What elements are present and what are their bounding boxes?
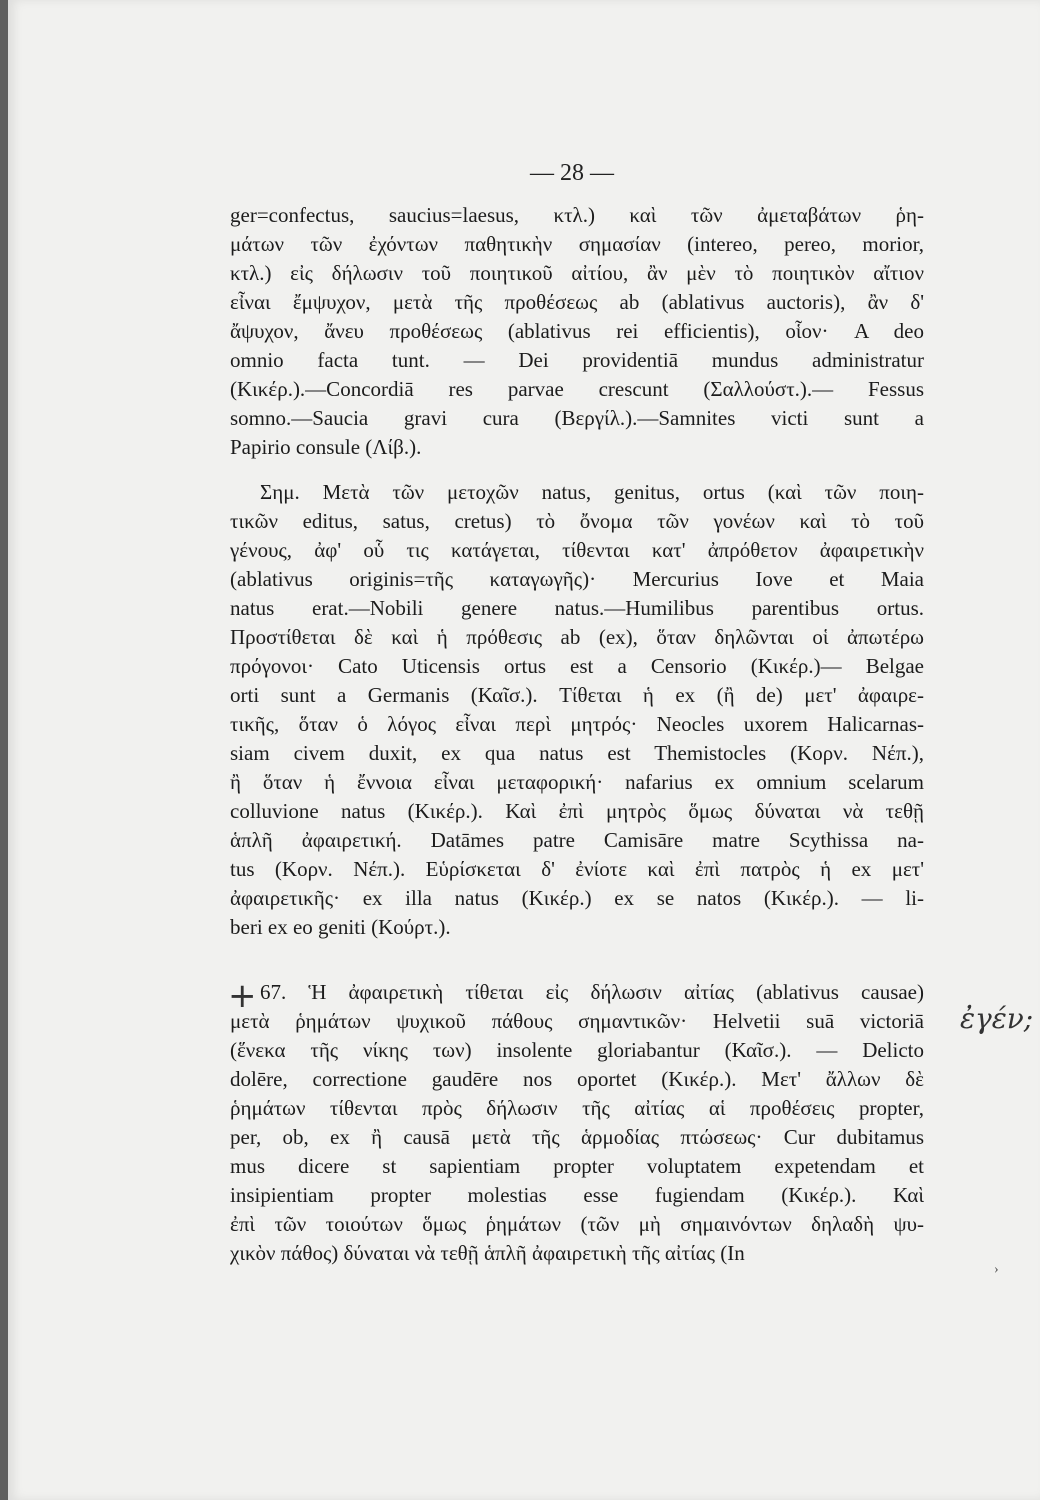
text-line: Προστίθεται δὲ καὶ ἡ πρόθεσις ab (ex), ὅταν δηλῶνται οἱ ἀπωτέρω: [230, 625, 924, 649]
text-line: εἶναι ἔμψυχον, μετὰ τῆς προθέσεως ab (ablativus auctoris), ἂν δ': [230, 290, 924, 314]
text-line: ἀφαιρετικῆς· ex illa natus (Κικέρ.) ex se natos (Κικέρ.). — li-: [230, 886, 924, 910]
text-line: ἁπλῆ ἀφαιρετική. Datāmes patre Camisāre matre Scythissa na-: [230, 828, 924, 852]
scanned-page: [8, 0, 1040, 1500]
margin-tick-mark: ›: [994, 1262, 999, 1277]
text-line: per, ob, ex ἢ causā μετὰ τῆς ἁρμοδίας πτώσεως· Cur dubitamus: [230, 1125, 924, 1149]
text-line: Σημ. Μετὰ τῶν μετοχῶν natus, genitus, ortus (καὶ τῶν ποιη-: [260, 480, 924, 504]
text-line: 67. Ἡ ἀφαιρετικὴ τίθεται εἰς δήλωσιν αἰτίας (ablativus causae): [260, 980, 924, 1004]
text-line: χικὸν πάθος) δύναται νὰ τεθῇ ἁπλῆ ἀφαιρετικὴ τῆς αἰτίας (In: [230, 1241, 745, 1265]
text-line: πρόγονοι· Cato Uticensis ortus est a Censorio (Κικέρ.)— Belgae: [230, 654, 924, 678]
text-line: Papirio consule (Λίβ.).: [230, 435, 422, 459]
text-line: insipientiam propter molestias esse fugiendam (Κικέρ.). Καὶ: [230, 1183, 924, 1207]
text-line: ἐπὶ τῶν τοιούτων ὅμως ῥημάτων (τῶν μὴ σημαινόντων δηλαδὴ ψυ-: [230, 1212, 924, 1236]
margin-cross-mark: +: [228, 976, 257, 1016]
text-line: orti sunt a Germanis (Καῖσ.). Τίθεται ἡ ex (ἢ de) μετ' ἀφαιρε-: [230, 683, 924, 707]
text-line: μετὰ ῥημάτων ψυχικοῦ πάθους σημαντικῶν· Helvetii suā victoriā: [230, 1009, 924, 1033]
text-line: somno.—Saucia gravi cura (Βεργίλ.).—Samnites victi sunt a: [230, 406, 924, 430]
text-line: ger=confectus, saucius=laesus, κτλ.) καὶ τῶν ἀμεταβάτων ῥη-: [230, 203, 924, 227]
text-line: μάτων τῶν ἐχόντων παθητικὴν σημασίαν (intereo, pereo, morior,: [230, 232, 924, 256]
text-line: γένους, ἀφ' οὗ τις κατάγεται, τίθενται κατ' ἀπρόθετον ἀφαιρετικὴν: [230, 538, 924, 562]
text-line: τικῶν editus, satus, cretus) τὸ ὄνομα τῶν γονέων καὶ τὸ τοῦ: [230, 509, 924, 533]
text-line: omnio facta tunt. — Dei providentiā mundus administratur: [230, 348, 924, 372]
text-line: colluvione natus (Κικέρ.). Καὶ ἐπὶ μητρὸς ὅμως δύναται νὰ τεθῇ: [230, 799, 924, 823]
text-line: tus (Κορν. Νέπ.). Εὑρίσκεται δ' ἐνίοτε καὶ ἐπὶ πατρὸς ἡ ex μετ': [230, 857, 924, 881]
page-number: — 28 —: [530, 160, 614, 186]
text-line: natus erat.—Nobili genere natus.—Humilibus parentibus ortus.: [230, 596, 924, 620]
text-line: ῥημάτων τίθενται πρὸς δήλωσιν τῆς αἰτίας αἱ προθέσεις propter,: [230, 1096, 924, 1120]
text-line: (ἕνεκα τῆς νίκης των) insolente gloriabantur (Καῖσ.). — Delicto: [230, 1038, 924, 1062]
text-line: siam civem duxit, ex qua natus est Themistocles (Κορν. Νέπ.),: [230, 741, 924, 765]
text-line: (ablativus originis=τῆς καταγωγῆς)· Mercurius Iove et Maia: [230, 567, 924, 591]
text-line: dolēre, correctione gaudēre nos oportet (Κικέρ.). Μετ' ἄλλων δὲ: [230, 1067, 924, 1091]
text-line: ἢ ὅταν ἡ ἔννοια εἶναι μεταφορική· nafarius ex omnium scelarum: [230, 770, 924, 794]
text-line: (Κικέρ.).—Concordiā res parvae crescunt (Σαλλούστ.).— Fessus: [230, 377, 924, 401]
text-line: beri ex eo geniti (Κούρτ.).: [230, 915, 451, 939]
text-line: ἄψυχον, ἄνευ προθέσεως (ablativus rei efficientis), οἷον· A deo: [230, 319, 924, 343]
text-line: κτλ.) εἰς δήλωσιν τοῦ ποιητικοῦ αἰτίου, ἂν μὲν τὸ ποιητικὸν αἴτιον: [230, 261, 924, 285]
margin-handwritten-note: ἐγέν;: [960, 1002, 1034, 1035]
text-line: mus dicere st sapientiam propter voluptatem expetendam et: [230, 1154, 924, 1178]
text-line: τικῆς, ὅταν ὁ λόγος εἶναι περὶ μητρός· Neocles uxorem Halicarnas-: [230, 712, 924, 736]
